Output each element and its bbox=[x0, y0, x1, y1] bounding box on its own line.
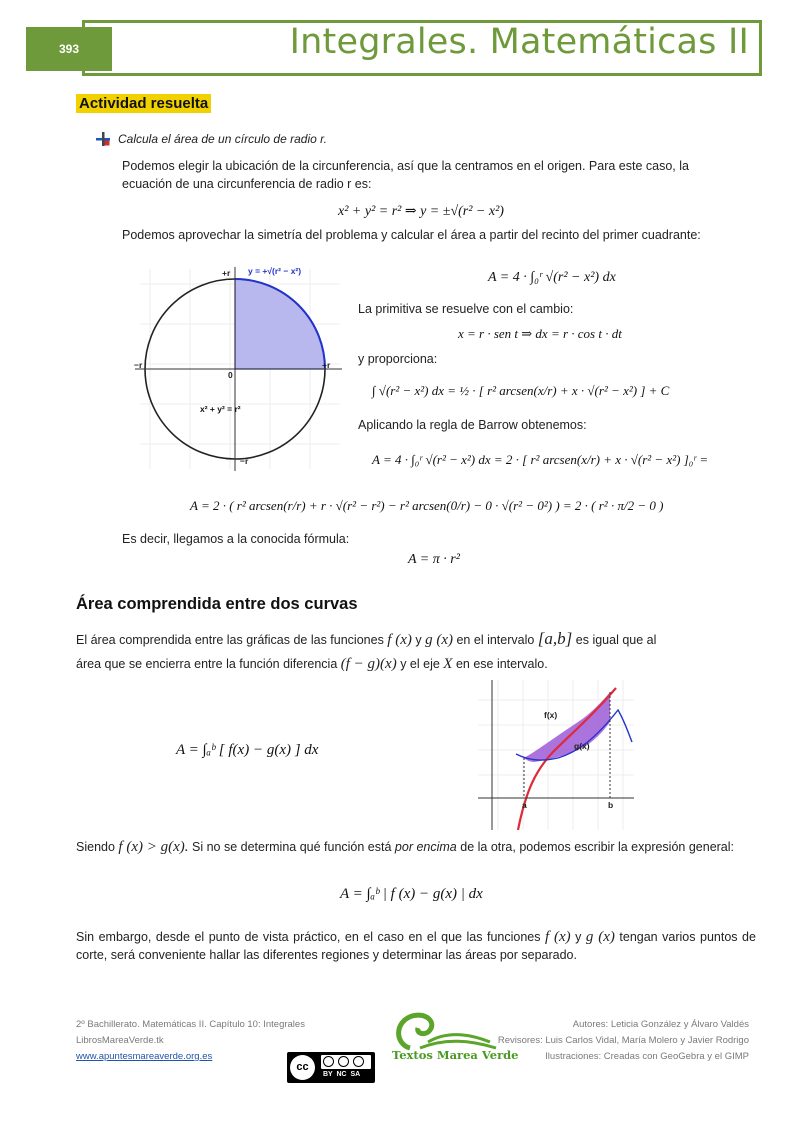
text-run: El área comprendida entre las gráficas de las funciones bbox=[76, 633, 384, 647]
cc-terms: BY NC SA bbox=[323, 1071, 361, 1078]
axis-y-minus-r: −r bbox=[240, 456, 249, 466]
upper-semicircle-label: y = +√(r² − x²) bbox=[248, 266, 302, 276]
text-run: es igual que al bbox=[575, 633, 657, 647]
logo-text: Textos Marea Verde bbox=[392, 1048, 519, 1062]
g-curve-label: g(x) bbox=[574, 741, 590, 751]
text-run: de la otra, podemos escribir la expresión general: bbox=[460, 840, 735, 854]
equation-circle: x² + y² = r² ⇒ y = ±√(r² − x²) bbox=[338, 204, 504, 219]
text-run: y el eje bbox=[400, 657, 440, 671]
math-interval: [a,b] bbox=[537, 629, 573, 648]
math-g: g (x) bbox=[425, 632, 453, 648]
footer-left bbox=[76, 1017, 305, 1065]
equation-area-between: A = ∫ₐᵇ [ f(x) − g(x) ] dx bbox=[176, 742, 319, 758]
equation-circle-area: A = π · r² bbox=[408, 552, 460, 567]
activity-paragraph-2: Podemos aprovechar la simetría del problema y calcular el área a partir del recinto del primer cuadrante: bbox=[122, 228, 701, 242]
math-f: f (x) bbox=[387, 632, 412, 648]
math-g: g (x) bbox=[585, 929, 615, 945]
axis-x-plus-r: +r bbox=[322, 360, 331, 370]
footer-authors: Autores: Leticia González y Álvaro Valdés bbox=[572, 1019, 749, 1030]
footer-link[interactable]: www.apuntesmareaverde.org.es bbox=[76, 1051, 213, 1062]
text-run: y bbox=[575, 930, 582, 944]
emphasis: por encima bbox=[394, 840, 457, 854]
footer-right bbox=[498, 1017, 749, 1065]
text-run: área que se encierra entre la función diferencia bbox=[76, 657, 338, 671]
footer-course: 2º Bachillerato. Matemáticas II. Capítulo 10: Integrales bbox=[76, 1019, 305, 1030]
equation-area-integral: A = 4 · ∫₀ʳ √(r² − x²) dx bbox=[488, 270, 616, 285]
equation-absolute-area: A = ∫ₐᵇ | f (x) − g(x) | dx bbox=[340, 886, 483, 902]
circle-figure bbox=[130, 264, 345, 474]
f-curve-label: f(x) bbox=[544, 710, 558, 720]
equation-evaluation: A = 2 · ( r² arcsen(r/r) + r · √(r² − r²) − r² arcsen(0/r) − 0 · √(r² − 0²) ) = 2 · ( r² · π/2 − 0 ) bbox=[190, 498, 664, 513]
activity-paragraph-5: Aplicando la regla de Barrow obtenemos: bbox=[358, 418, 587, 432]
cc-icon: cc bbox=[290, 1055, 315, 1080]
footer-illustrations: Ilustraciones: Creadas con GeoGebra y el GIMP bbox=[545, 1051, 749, 1062]
axis-origin: 0 bbox=[228, 370, 233, 380]
activity-paragraph-1: Podemos elegir la ubicación de la circunferencia, así que la centramos en el origen. Para este caso, la ecuación de una circunferencia de radio r es: bbox=[122, 159, 689, 191]
activity-label: Actividad resuelta bbox=[76, 94, 211, 113]
text-run: Si no se determina qué función está bbox=[192, 840, 392, 854]
section-paragraph-3 bbox=[76, 838, 760, 856]
activity-paragraph-4: y proporciona: bbox=[358, 352, 438, 366]
a-label: a bbox=[522, 800, 527, 810]
footer-reviewers: Revisores: Luis Carlos Vidal, María Molero y Javier Rodrigo bbox=[497, 1035, 749, 1046]
text-run: en el intervalo bbox=[456, 633, 535, 647]
equation-barrow: A = 4 · ∫₀ʳ √(r² − x²) dx = 2 · [ r² arcsen(x/r) + x · √(r² − x²) ]₀ʳ = bbox=[372, 452, 709, 467]
footer-site: LibrosMareaVerde.tk bbox=[76, 1035, 164, 1046]
section-title: Área comprendida entre dos curvas bbox=[76, 595, 358, 613]
cc-icons bbox=[321, 1055, 371, 1069]
math-axis: X bbox=[443, 656, 453, 672]
cc-badge bbox=[287, 1052, 375, 1083]
page-number: 393 bbox=[26, 27, 112, 71]
pin-icon bbox=[96, 132, 110, 146]
math-difference: (f − g)(x) bbox=[340, 656, 397, 672]
activity-paragraph-3: La primitiva se resuelve con el cambio: bbox=[358, 302, 574, 316]
equation-primitive: ∫ √(r² − x²) dx = ½ · [ r² arcsen(x/r) + x · √(r² − x²) ] + C bbox=[372, 383, 670, 398]
equation-substitution: x = r · sen t ⇒ dx = r · cos t · dt bbox=[458, 326, 622, 341]
text-run: Sin embargo, desde el punto de vista práctico, en el caso en el que las funciones bbox=[76, 930, 541, 944]
page-title: Integrales. Matemáticas II bbox=[289, 22, 749, 62]
marea-verde-logo bbox=[390, 1008, 519, 1066]
math-f: f (x) bbox=[545, 929, 571, 945]
activity-task: Calcula el área de un círculo de radio r. bbox=[118, 132, 328, 146]
circle-equation-label: x² + y² = r² bbox=[200, 404, 241, 414]
section-paragraph-2 bbox=[76, 655, 756, 673]
math-condition: f (x) > g(x). bbox=[118, 839, 189, 855]
text-run: tengan varios puntos de corte, será conveniente hallar las diferentes regiones y determinar las áreas por separado. bbox=[76, 930, 756, 962]
text-run: en ese intervalo. bbox=[455, 657, 548, 671]
b-label: b bbox=[608, 800, 614, 810]
axis-y-plus-r: +r bbox=[222, 268, 231, 278]
axis-x-minus-r: −r bbox=[134, 360, 143, 370]
text-run: Siendo bbox=[76, 840, 115, 854]
section-paragraph-1 bbox=[76, 630, 756, 649]
activity-paragraph-6: Es decir, llegamos a la conocida fórmula: bbox=[122, 532, 350, 546]
text-run: y bbox=[415, 633, 422, 647]
section-paragraph-4 bbox=[76, 928, 756, 964]
